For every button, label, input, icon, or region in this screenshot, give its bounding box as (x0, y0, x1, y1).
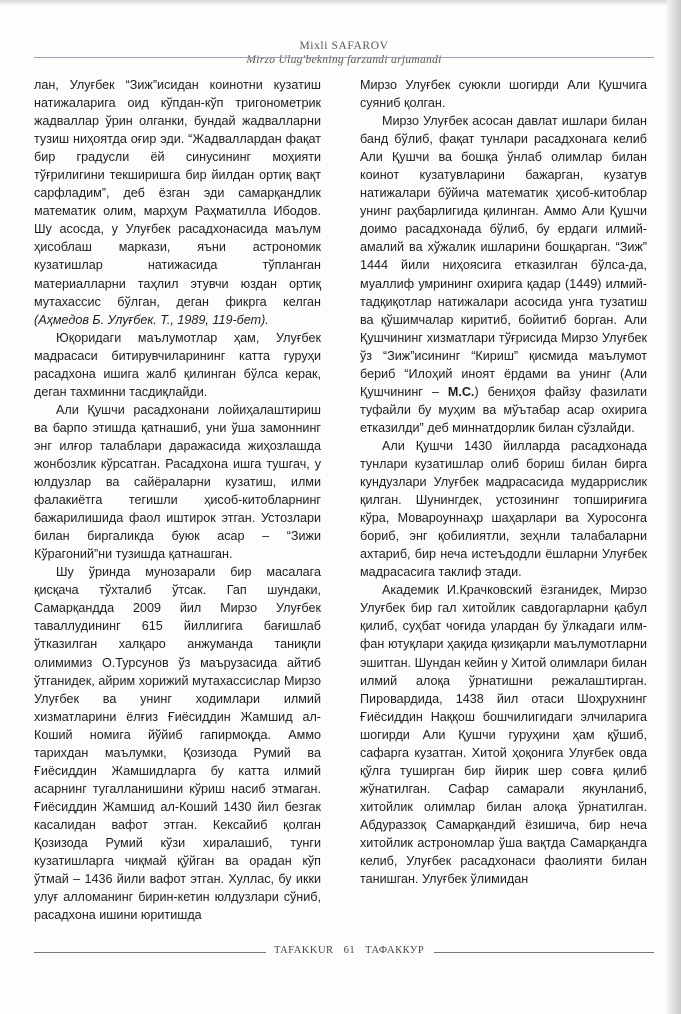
page-footer (34, 945, 654, 959)
page-top-shadow (0, 0, 681, 6)
author-initials: М.С. (447, 384, 475, 399)
running-header (34, 40, 654, 66)
footer-rule-right (434, 952, 654, 953)
paragraph-text: лан, Улуғбек “Зиж”исидан коинотни кузатиш натижаларига оид кўпдан-кўп тригонометрик жадваллар ўрин олганки, бундай жадвалларни тузиш ниҳоятда оғир эди. “Жадваллардан фақат бир градусли ёй синусининг моҳияти тўғрилигини текширишга бир йилдан ортиқ вақт сарфладим”, деб ёзган эди самарқандлик математик олим, марҳум Раҳматилла Ибодов. Шу асосда, у Улуғбек расадхонасида маълум ҳисоблаш маркази, яъни астрономик кузатишлар натижасида тўпланган материалларни таҳлил этувчи юздан ортиқ мутахассис бўлган, деган фикрга келган (34, 78, 321, 309)
paragraph-text: ) бениҳоя файзу фазилати туфайли бу муҳим ва мўътабар асар охирига етказилди” деб миннатдорлик билан сўзлайди. (360, 384, 647, 435)
left-column (34, 76, 321, 924)
citation: (Аҳмедов Б. Улуғбек. Т., 1989, 119-бет). (34, 312, 269, 327)
page-number: 61 (343, 945, 356, 956)
paragraph (360, 112, 647, 437)
page-edge-shadow (667, 0, 681, 1014)
right-column (360, 76, 647, 888)
paragraph-text: Мирзо Улуғбек асосан давлат ишлари билан банд бўлиб, фақат тунлари расадхонага келиб Али Қушчи ва бошқа ўнлаб олимлар билан коинот кузатувларини бажарган, кузатув натижалари бўйича математик ҳисоб-китоблар унинг раҳбарлигида қилинган. Аммо Али Қушчи доимо расадхонада бўлиб, бу ердаги илмий-амалий ва хўжалик ишларини бошқарган. “Зиж” 1444 йили ниҳоясига етказилган бўлса-да, муаллиф умрининг охирига қадар (1449) илмий-тадқиқотлар натижалари асосида унга тузатиш ва қўшимчалар киритиб, бойитиб борган. Али Қушчининг хизматлари тўғрисида Мирзо Улуғбек ўз “Зиж”исининг “Кириш” қисмида маълумот бериб “Илоҳий иноят ёрдами ва унинг (Али Қушчининг – (360, 114, 647, 399)
footer-text (274, 945, 434, 956)
paragraph: Али Қушчи расадхонани лойиҳалаштириш ва барпо этишда қатнашиб, уни ўша замоннинг энг илғор талаблари даражасида жиҳозлашда жонбозлик кўрсатган. Расадхона ишга тушгач, у юлдузлар ва сайёраларни кузатиш, илми фалакиётга тегишли ҳисоб-китобларнинг бажарилишида фаол иштирок этган. Устозлари билан биргаликда буюк асар – “Зижи Кўрагоний”ни тузишда қатнашган. (34, 402, 321, 562)
paragraph: Академик И.Крачковский ёзганидек, Мирзо Улуғбек бир гал хитойлик савдогарларни қабул қилиб, суҳбат чоғида улардан бу ўлкадаги илм-фан ютуқлари ҳақида қизиқарли маълумотларни эшитган. Шундан кейин у Хитой олимлари билан илмий алоқа ўрнатишни режалаштирган. Пировардида, 1438 йил отаси Шоҳрухнинг Ғиёсиддин Наққош бошчилигидаги элчиларига шогирди Али Қушчи гуруҳини ҳам қўшиб, сафарга кузатган. Хитой ҳоқонига Улуғбек овда қўлга туширган бир йирик шер совға қилиб жўнатилган. Сафар самарали якунланиб, хитойлик олимлар билан алоқа ўрнатилган. Абдураззоқ Самарқандий ёзишича, бир неча хитойлик астрономлар ўша вақтда Самарқандга келиб, Улуғбек расадхонаси фаолияти билан танишган. Улуғбек ўлимидан (360, 583, 647, 887)
journal-name-cyrillic: ТАФАККУР (365, 945, 425, 956)
header-author: Mixli SAFAROV (299, 40, 389, 52)
paragraph: Али Қушчи 1430 йилларда расадхонада тунлари кузатишлар олиб бориш билан бирга кундузлари Улуғбек мадрасасида мударрислик қилган. Шунингдек, устозининг топшириғига кўра, Мовароуннаҳр шаҳарлари ва Хуросонга бориб, энг қобилиятли, зеҳнли талабаларни ахтариб, бир неча истеъдодли ёшларни Улуғбек мадрасасига таклиф этади. (360, 438, 647, 580)
journal-name-latin: TAFAKKUR (274, 945, 334, 956)
header-rule (34, 57, 654, 58)
paragraph: Юқоридаги маълумотлар ҳам, Улуғбек мадрасаси битирувчиларининг катта гуруҳи расадхона ишига жалб қилинган бўлса керак, деган тахминни тасдиқлайди. (34, 330, 321, 399)
paragraph: Шу ўринда мунозарали бир масалага қисқача тўхталиб ўтсак. Гап шундаки, Самарқандда 2009 йил Мирзо Улуғбек таваллудининг 615 йиллигига бағишлаб ўтказилган халқаро анжуманда таниқли олимимиз О.Турсунов ўз маърузасида айтиб ўтганидек, айрим хорижий мутахассислар Мирзо Улуғбек ва унинг ходимлари илмий хизматларини ёлғиз Ғиёсиддин Жамшид ал-Коший номига йўйиб гапирмоқда. Аммо тарихдан маълумки, Қозизода Румий ва Ғиёсиддин Жамшидларга бу катта илмий асарнинг тугалланишини кўриш насиб этмаган. Ғиёсиддин Жамшид ал-Коший 1430 йил безгак касалидан вафот этган. Кексайиб қолган Қозизода Румий кўзи хиралашиб, тунги кузатишларга чиқмай қўйган ва орадан кўп ўтмай – 1436 йили вафот этган. Хуллас, бу икки улуғ алломанинг бирин-кетин юлдузлари сўниб, расадхона ишини юритишда (34, 565, 321, 923)
header-article-title: Mirzo Ulug'bekning farzandi arjumandi (246, 54, 442, 66)
paragraph (34, 76, 321, 329)
paragraph: Мирзо Улуғбек суюкли шогирди Али Қушчига суяниб қолган. (360, 78, 647, 111)
footer-rule-left (34, 952, 266, 953)
